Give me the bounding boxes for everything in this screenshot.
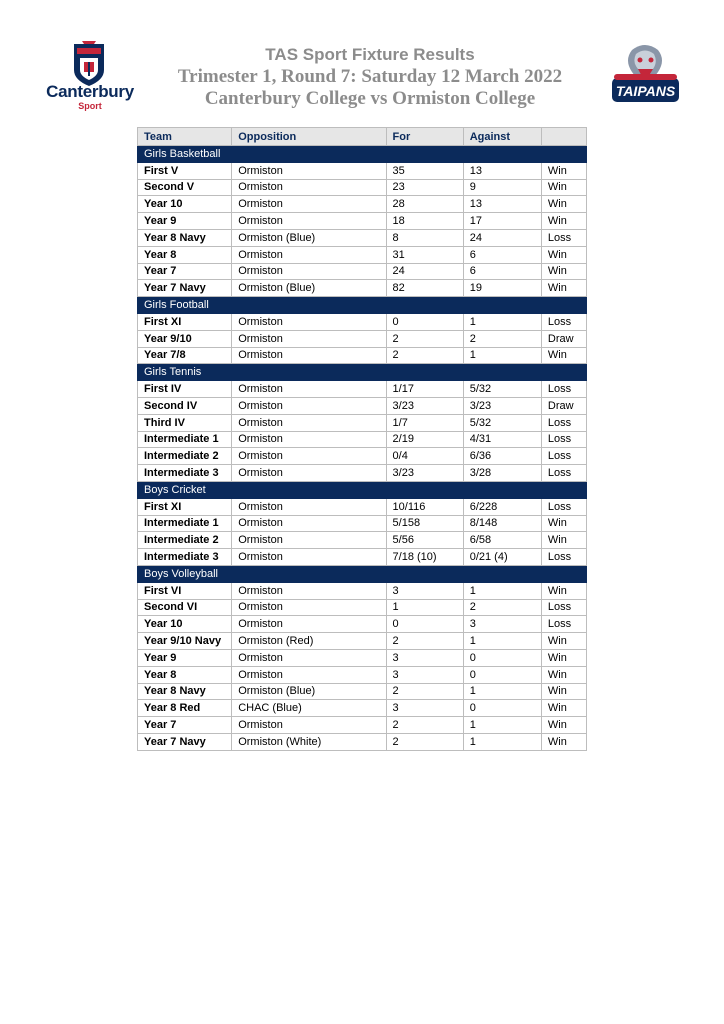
section-title: Girls Football bbox=[138, 297, 587, 314]
table-row bbox=[138, 246, 587, 263]
against-cell: 6/36 bbox=[463, 448, 541, 465]
team-cell: Year 9 bbox=[138, 213, 232, 230]
table-row bbox=[138, 381, 587, 398]
team-cell: First VI bbox=[138, 582, 232, 599]
for-cell: 1/7 bbox=[386, 414, 463, 431]
opposition-cell: Ormiston (Blue) bbox=[232, 280, 386, 297]
table-row bbox=[138, 498, 587, 515]
against-cell: 8/148 bbox=[463, 515, 541, 532]
result-cell: Win bbox=[541, 733, 586, 750]
for-cell: 0/4 bbox=[386, 448, 463, 465]
against-cell: 0 bbox=[463, 649, 541, 666]
table-row bbox=[138, 549, 587, 566]
opposition-cell: Ormiston bbox=[232, 431, 386, 448]
against-cell: 2 bbox=[463, 599, 541, 616]
for-cell: 35 bbox=[386, 162, 463, 179]
team-cell: Year 8 Navy bbox=[138, 229, 232, 246]
result-cell: Win bbox=[541, 649, 586, 666]
table-row bbox=[138, 397, 587, 414]
result-cell: Win bbox=[541, 700, 586, 717]
for-cell: 3 bbox=[386, 700, 463, 717]
result-cell: Loss bbox=[541, 498, 586, 515]
opposition-cell: Ormiston bbox=[232, 414, 386, 431]
page-header bbox=[140, 44, 600, 110]
against-cell: 17 bbox=[463, 213, 541, 230]
team-cell: Second V bbox=[138, 179, 232, 196]
result-cell: Win bbox=[541, 633, 586, 650]
header-round: Trimester 1, Round 7: Saturday 12 March 2022 bbox=[177, 66, 563, 87]
table-row bbox=[138, 431, 587, 448]
section-header-row bbox=[138, 565, 587, 582]
opposition-cell: Ormiston bbox=[232, 162, 386, 179]
for-cell: 3 bbox=[386, 666, 463, 683]
table-row bbox=[138, 717, 587, 734]
against-cell: 19 bbox=[463, 280, 541, 297]
team-cell: Third IV bbox=[138, 414, 232, 431]
against-cell: 0/21 (4) bbox=[463, 549, 541, 566]
opposition-cell: Ormiston bbox=[232, 179, 386, 196]
result-cell: Win bbox=[541, 213, 586, 230]
opposition-cell: Ormiston (Blue) bbox=[232, 229, 386, 246]
result-cell: Draw bbox=[541, 330, 586, 347]
team-cell: Year 9/10 Navy bbox=[138, 633, 232, 650]
for-cell: 5/56 bbox=[386, 532, 463, 549]
opposition-cell: Ormiston bbox=[232, 717, 386, 734]
team-cell: First V bbox=[138, 162, 232, 179]
section-header-row bbox=[138, 146, 587, 163]
for-cell: 7/18 (10) bbox=[386, 549, 463, 566]
result-cell: Loss bbox=[541, 549, 586, 566]
result-cell: Win bbox=[541, 347, 586, 364]
result-cell: Loss bbox=[541, 448, 586, 465]
team-cell: Intermediate 3 bbox=[138, 549, 232, 566]
opposition-cell: Ormiston bbox=[232, 649, 386, 666]
section-header-row bbox=[138, 297, 587, 314]
table-row bbox=[138, 448, 587, 465]
against-cell: 4/31 bbox=[463, 431, 541, 448]
section-title: Boys Volleyball bbox=[138, 565, 587, 582]
result-cell: Loss bbox=[541, 599, 586, 616]
for-cell: 1 bbox=[386, 599, 463, 616]
for-cell: 2 bbox=[386, 717, 463, 734]
table-row bbox=[138, 162, 587, 179]
against-cell: 1 bbox=[463, 733, 541, 750]
for-cell: 0 bbox=[386, 313, 463, 330]
for-cell: 10/116 bbox=[386, 498, 463, 515]
opposition-cell: CHAC (Blue) bbox=[232, 700, 386, 717]
for-cell: 8 bbox=[386, 229, 463, 246]
opposition-cell: Ormiston bbox=[232, 616, 386, 633]
against-cell: 24 bbox=[463, 229, 541, 246]
table-row bbox=[138, 733, 587, 750]
opposition-cell: Ormiston bbox=[232, 498, 386, 515]
section-title: Girls Basketball bbox=[138, 146, 587, 163]
column-header-opposition: Opposition bbox=[232, 128, 386, 146]
team-cell: Year 8 bbox=[138, 666, 232, 683]
team-cell: Second IV bbox=[138, 397, 232, 414]
opposition-cell: Ormiston bbox=[232, 582, 386, 599]
for-cell: 5/158 bbox=[386, 515, 463, 532]
team-cell: Year 8 Navy bbox=[138, 683, 232, 700]
against-cell: 2 bbox=[463, 330, 541, 347]
table-row bbox=[138, 649, 587, 666]
table-row bbox=[138, 616, 587, 633]
opposition-cell: Ormiston (White) bbox=[232, 733, 386, 750]
against-cell: 1 bbox=[463, 633, 541, 650]
against-cell: 5/32 bbox=[463, 381, 541, 398]
for-cell: 2 bbox=[386, 683, 463, 700]
against-cell: 0 bbox=[463, 700, 541, 717]
opposition-cell: Ormiston bbox=[232, 213, 386, 230]
against-cell: 3/28 bbox=[463, 465, 541, 482]
opposition-cell: Ormiston bbox=[232, 246, 386, 263]
section-header-row bbox=[138, 364, 587, 381]
result-cell: Draw bbox=[541, 397, 586, 414]
for-cell: 1/17 bbox=[386, 381, 463, 398]
section-title: Boys Cricket bbox=[138, 481, 587, 498]
table-row bbox=[138, 515, 587, 532]
table-row bbox=[138, 582, 587, 599]
for-cell: 3 bbox=[386, 649, 463, 666]
column-header-result bbox=[541, 128, 586, 146]
section-title: Girls Tennis bbox=[138, 364, 587, 381]
header-title: TAS Sport Fixture Results bbox=[265, 45, 475, 64]
opposition-cell: Ormiston bbox=[232, 465, 386, 482]
against-cell: 6 bbox=[463, 246, 541, 263]
opposition-cell: Ormiston bbox=[232, 515, 386, 532]
against-cell: 6/58 bbox=[463, 532, 541, 549]
against-cell: 5/32 bbox=[463, 414, 541, 431]
for-cell: 2 bbox=[386, 330, 463, 347]
team-cell: Intermediate 3 bbox=[138, 465, 232, 482]
result-cell: Win bbox=[541, 532, 586, 549]
for-cell: 23 bbox=[386, 179, 463, 196]
opposition-cell: Ormiston bbox=[232, 330, 386, 347]
table-row bbox=[138, 179, 587, 196]
result-cell: Loss bbox=[541, 229, 586, 246]
table-row bbox=[138, 313, 587, 330]
opposition-cell: Ormiston bbox=[232, 397, 386, 414]
column-header-team: Team bbox=[138, 128, 232, 146]
team-cell: First XI bbox=[138, 313, 232, 330]
against-cell: 3 bbox=[463, 616, 541, 633]
team-cell: Year 9 bbox=[138, 649, 232, 666]
team-cell: Intermediate 2 bbox=[138, 532, 232, 549]
against-cell: 1 bbox=[463, 717, 541, 734]
against-cell: 1 bbox=[463, 347, 541, 364]
table-row bbox=[138, 532, 587, 549]
opposition-cell: Ormiston bbox=[232, 549, 386, 566]
team-cell: Year 8 bbox=[138, 246, 232, 263]
table-row bbox=[138, 213, 587, 230]
opposition-cell: Ormiston bbox=[232, 196, 386, 213]
table-row bbox=[138, 683, 587, 700]
opposition-cell: Ormiston bbox=[232, 448, 386, 465]
table-header-row bbox=[138, 128, 587, 146]
table-row bbox=[138, 196, 587, 213]
team-cell: Year 7 bbox=[138, 263, 232, 280]
for-cell: 18 bbox=[386, 213, 463, 230]
table-row bbox=[138, 465, 587, 482]
against-cell: 3/23 bbox=[463, 397, 541, 414]
against-cell: 6 bbox=[463, 263, 541, 280]
team-cell: Year 10 bbox=[138, 616, 232, 633]
against-cell: 13 bbox=[463, 162, 541, 179]
for-cell: 82 bbox=[386, 280, 463, 297]
team-cell: Year 7/8 bbox=[138, 347, 232, 364]
against-cell: 6/228 bbox=[463, 498, 541, 515]
for-cell: 2/19 bbox=[386, 431, 463, 448]
result-cell: Win bbox=[541, 717, 586, 734]
opposition-cell: Ormiston (Blue) bbox=[232, 683, 386, 700]
for-cell: 28 bbox=[386, 196, 463, 213]
table-row bbox=[138, 599, 587, 616]
section-header-row bbox=[138, 481, 587, 498]
result-cell: Loss bbox=[541, 431, 586, 448]
against-cell: 13 bbox=[463, 196, 541, 213]
team-cell: Intermediate 1 bbox=[138, 431, 232, 448]
result-cell: Win bbox=[541, 515, 586, 532]
result-cell: Win bbox=[541, 683, 586, 700]
result-cell: Win bbox=[541, 179, 586, 196]
table-row bbox=[138, 280, 587, 297]
svg-text:TAIPANS: TAIPANS bbox=[615, 83, 676, 99]
team-cell: Year 7 bbox=[138, 717, 232, 734]
canterbury-logo-subtext: Sport bbox=[78, 101, 102, 111]
for-cell: 2 bbox=[386, 347, 463, 364]
against-cell: 1 bbox=[463, 582, 541, 599]
table-row bbox=[138, 666, 587, 683]
against-cell: 0 bbox=[463, 666, 541, 683]
team-cell: Year 7 Navy bbox=[138, 733, 232, 750]
table-row bbox=[138, 229, 587, 246]
result-cell: Loss bbox=[541, 381, 586, 398]
team-cell: Year 9/10 bbox=[138, 330, 232, 347]
opposition-cell: Ormiston bbox=[232, 347, 386, 364]
opposition-cell: Ormiston bbox=[232, 666, 386, 683]
table-row bbox=[138, 347, 587, 364]
table-row bbox=[138, 633, 587, 650]
result-cell: Loss bbox=[541, 313, 586, 330]
header-match: Canterbury College vs Ormiston College bbox=[204, 88, 536, 109]
result-cell: Win bbox=[541, 246, 586, 263]
team-cell: Year 8 Red bbox=[138, 700, 232, 717]
for-cell: 3/23 bbox=[386, 465, 463, 482]
result-cell: Loss bbox=[541, 465, 586, 482]
result-cell: Win bbox=[541, 666, 586, 683]
team-cell: Intermediate 2 bbox=[138, 448, 232, 465]
table-row bbox=[138, 330, 587, 347]
against-cell: 1 bbox=[463, 313, 541, 330]
team-cell: Second VI bbox=[138, 599, 232, 616]
opposition-cell: Ormiston bbox=[232, 313, 386, 330]
team-cell: Intermediate 1 bbox=[138, 515, 232, 532]
for-cell: 0 bbox=[386, 616, 463, 633]
result-cell: Win bbox=[541, 162, 586, 179]
team-cell: Year 10 bbox=[138, 196, 232, 213]
table-body bbox=[138, 146, 587, 751]
table-row bbox=[138, 700, 587, 717]
opposition-cell: Ormiston bbox=[232, 263, 386, 280]
team-cell: First IV bbox=[138, 381, 232, 398]
canterbury-logo-text: Canterbury bbox=[46, 82, 134, 101]
opposition-cell: Ormiston (Red) bbox=[232, 633, 386, 650]
against-cell: 9 bbox=[463, 179, 541, 196]
fixture-results-table bbox=[137, 127, 587, 751]
taipans-logo bbox=[608, 42, 683, 110]
team-cell: First XI bbox=[138, 498, 232, 515]
result-cell: Loss bbox=[541, 414, 586, 431]
opposition-cell: Ormiston bbox=[232, 599, 386, 616]
for-cell: 2 bbox=[386, 633, 463, 650]
for-cell: 3 bbox=[386, 582, 463, 599]
opposition-cell: Ormiston bbox=[232, 381, 386, 398]
column-header-against: Against bbox=[463, 128, 541, 146]
for-cell: 31 bbox=[386, 246, 463, 263]
for-cell: 2 bbox=[386, 733, 463, 750]
against-cell: 1 bbox=[463, 683, 541, 700]
result-cell: Win bbox=[541, 280, 586, 297]
result-cell: Win bbox=[541, 196, 586, 213]
table-row bbox=[138, 263, 587, 280]
column-header-for: For bbox=[386, 128, 463, 146]
for-cell: 24 bbox=[386, 263, 463, 280]
team-cell: Year 7 Navy bbox=[138, 280, 232, 297]
table-row bbox=[138, 414, 587, 431]
result-cell: Loss bbox=[541, 616, 586, 633]
for-cell: 3/23 bbox=[386, 397, 463, 414]
result-cell: Win bbox=[541, 263, 586, 280]
opposition-cell: Ormiston bbox=[232, 532, 386, 549]
result-cell: Win bbox=[541, 582, 586, 599]
